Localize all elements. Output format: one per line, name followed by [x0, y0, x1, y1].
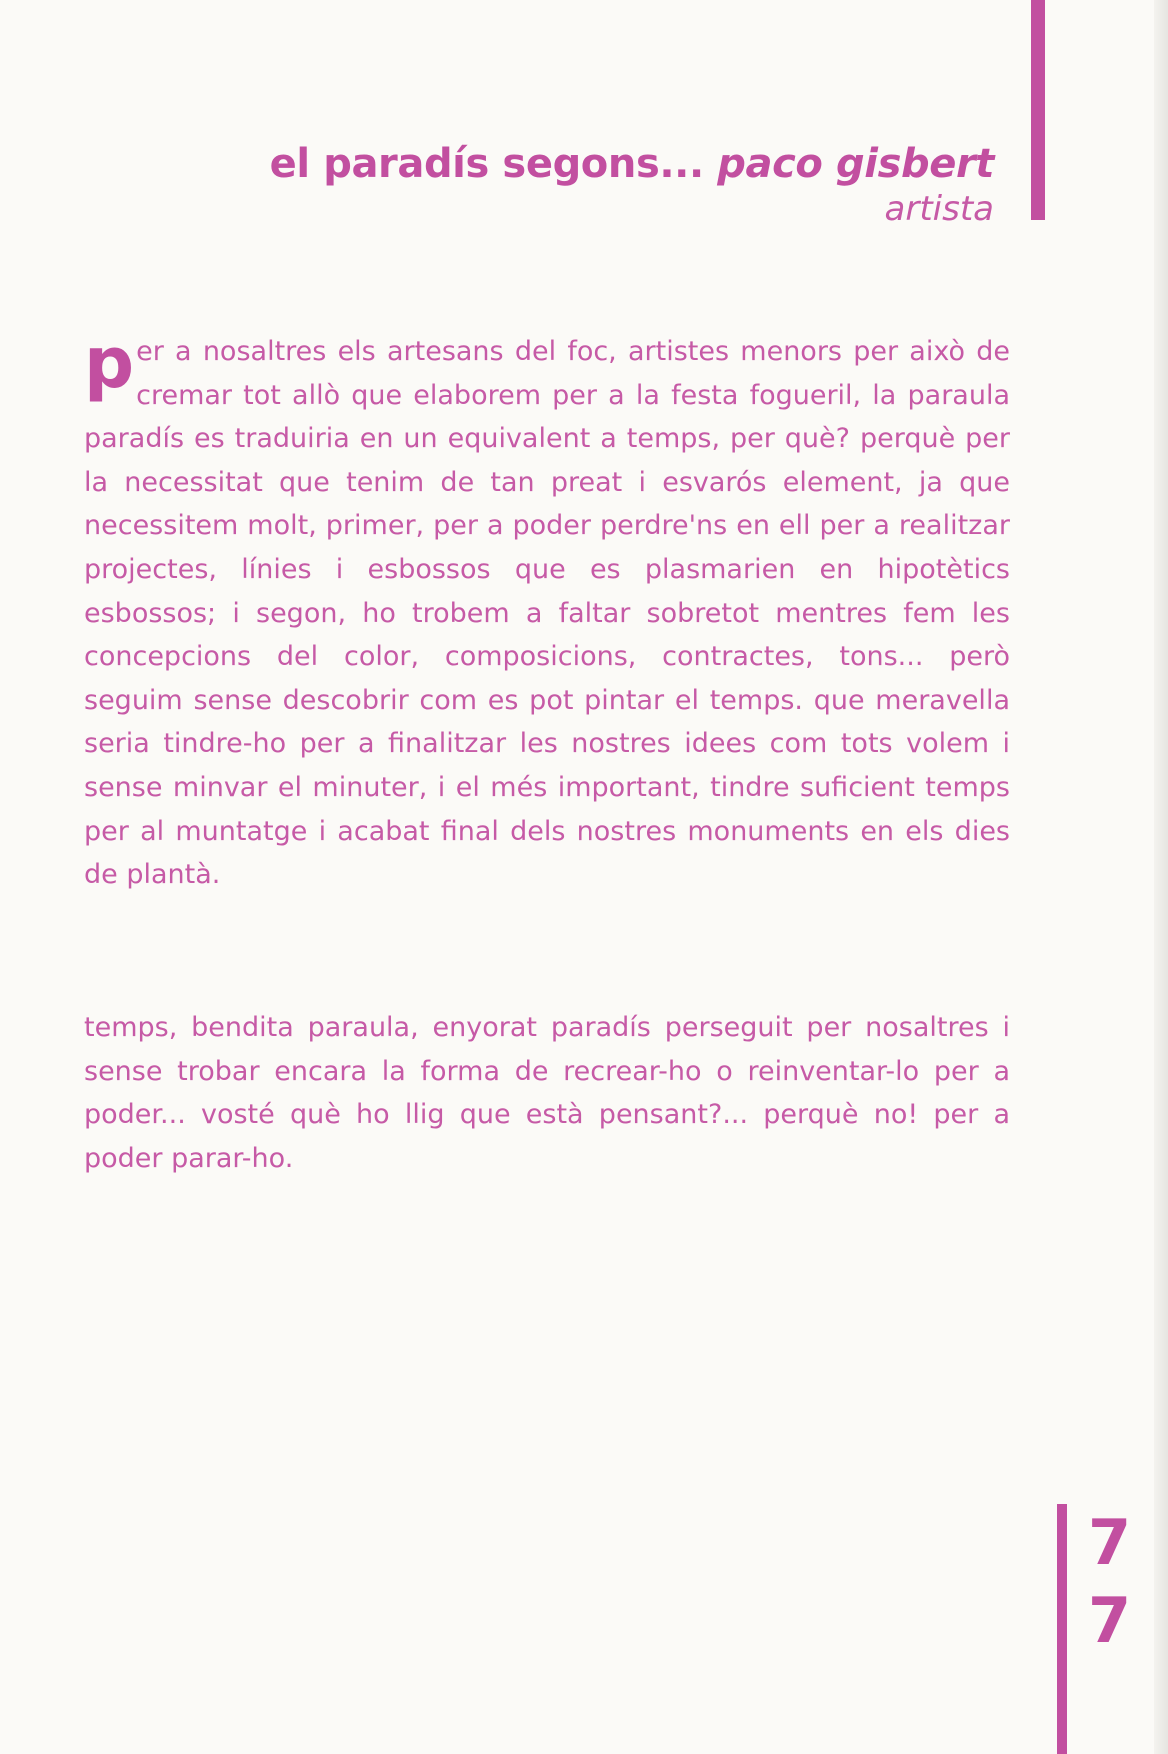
article-paragraph-1: [84, 322, 1010, 897]
title-prefix: el paradís segons...: [269, 141, 718, 187]
bottom-vertical-rule: [1057, 1504, 1067, 1754]
page-number: [1088, 1504, 1158, 1660]
top-vertical-rule: [1031, 0, 1045, 220]
article-header: [270, 138, 994, 228]
drop-cap: p: [84, 322, 135, 404]
page-edge: [1154, 0, 1168, 1754]
article-title: [270, 138, 994, 190]
article-paragraph-2: [84, 1006, 1010, 1180]
title-author-name: paco gisbert: [717, 141, 994, 187]
page-number-digit-2: 7: [1088, 1584, 1132, 1657]
paragraph-2-text: temps, bendita paraula, enyorat paradís perseguit per nosaltres i sense trobar encara la forma de recrear-ho o reinventar-lo per a poder... vosté què ho llig que està pensant?... perquè no! per a poder parar-ho.: [84, 1012, 1010, 1174]
author-role: artista: [884, 189, 994, 229]
paragraph-1-text: er a nosaltres els artesans del foc, artistes menors per això de cremar tot allò que elaborem per a la festa fogueril, la paraula paradís es traduiria en un equivalent a temps, per què? perquè per la necessitat que tenim de tan preat i esvarós element, ja que necessitem molt, primer, per a poder perdre'ns en ell per a realitzar projectes, línies i esbossos que es plasmarien en hipotètics esbossos; i segon, ho trobem a faltar sobretot mentres fem les concepcions del color, composicions, contractes, tons... però seguim sense descobrir com es pot pintar el temps. que meravella seria tindre-ho per a finalitzar les nostres idees com tots volem i sense minvar el minuter, i el més important, tindre suficient temps per al muntatge i acabat final dels nostres monuments en els dies de plantà.: [84, 336, 1010, 891]
page-number-digit-1: 7: [1088, 1506, 1132, 1579]
